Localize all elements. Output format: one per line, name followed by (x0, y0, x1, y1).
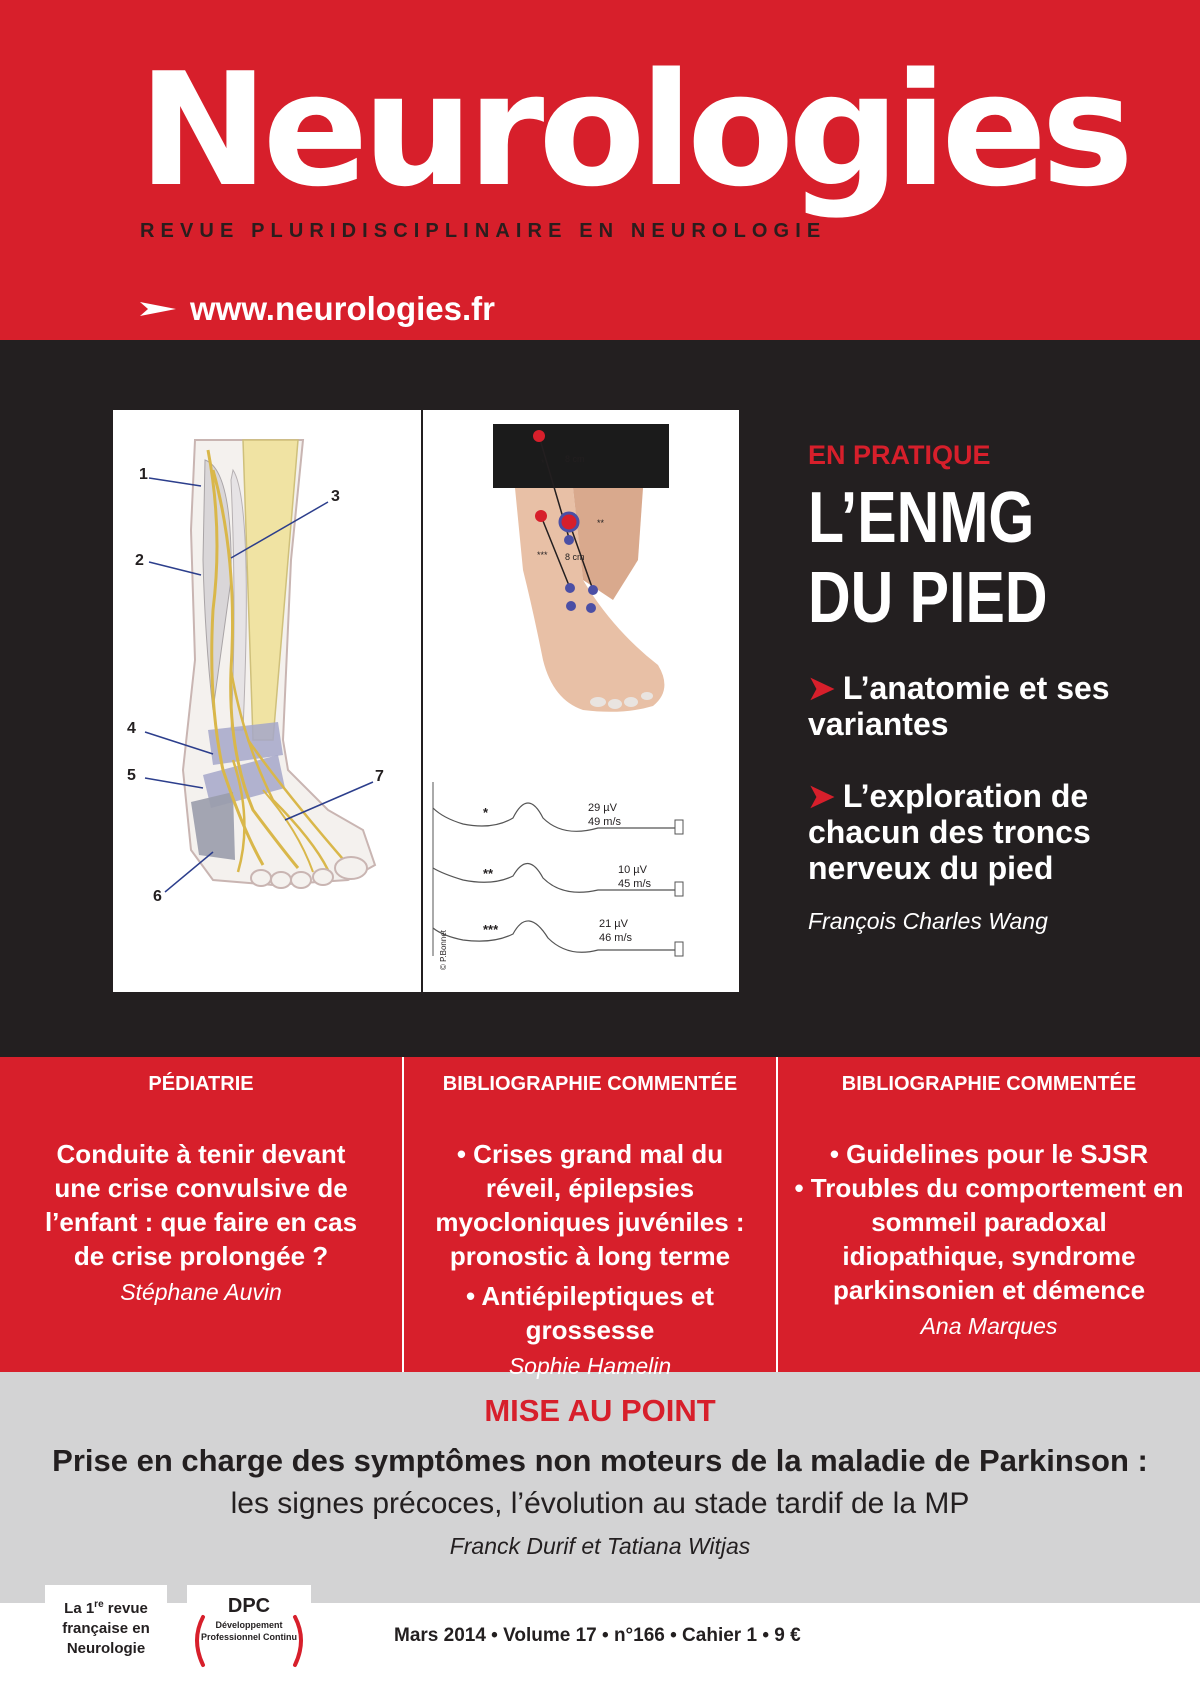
feature-kicker: EN PRATIQUE (808, 440, 991, 470)
bullet-arrow-icon: ➤ (808, 670, 835, 706)
logo-title: Neurologies (138, 39, 1128, 221)
feature-bullet-2 (808, 778, 1200, 886)
anatomy-label-4: 4 (127, 720, 136, 737)
figure-credit: © P.Bonnet (439, 930, 448, 970)
column-text: • Antiépileptiques et grossesse (466, 1281, 714, 1345)
issue-info: Mars 2014 • Volume 17 • n°166 • Cahier 1 • 9 € (394, 1625, 801, 1646)
trace-2-amplitude: 10 µV (618, 864, 647, 876)
column-bibliographie-1 (404, 1057, 776, 1379)
badge-text: La 1 (64, 1600, 95, 1617)
badge-line-1 (64, 1600, 148, 1617)
trace-1-amplitude: 29 µV (588, 802, 617, 814)
cover-figure (113, 410, 739, 992)
anatomy-label-2: 2 (135, 552, 144, 569)
trace-3-amplitude: 21 µV (599, 918, 628, 930)
feature-bullet-2-text: L’exploration de chacun des troncs nerveux du pied (808, 778, 1091, 886)
bullet-arrow-icon: ➤ (808, 778, 835, 814)
anatomy-label-5: 5 (127, 767, 136, 784)
mise-au-point-author: Franck Durif et Tatiana Witjas (449, 1533, 751, 1559)
column-section: BIBLIOGRAPHIE COMMENTÉE (442, 1073, 738, 1095)
anatomy-label-1: 1 (139, 466, 148, 483)
badge-text: revue (103, 1600, 148, 1617)
badge-line-2: française en (62, 1620, 150, 1637)
column-text: • Crises grand mal du réveil, épilepsies myocloniques juvéniles : pronostic à long terme (435, 1139, 745, 1271)
anatomy-label-6: 6 (153, 888, 162, 905)
mise-au-point-title: Prise en charge des symptômes non moteurs de la maladie de Parkinson : (52, 1443, 1148, 1478)
trace-3-velocity: 46 m/s (599, 932, 633, 944)
column-text: Conduite à tenir devant une crise convulsive de l’enfant : que faire en cas de crise prolongée ? (44, 1139, 358, 1271)
column-bibliographie-2 (778, 1057, 1200, 1372)
trace-2-velocity: 45 m/s (618, 878, 652, 890)
footer-strip (0, 1603, 1200, 1697)
trace-2-mark: ** (483, 866, 494, 881)
trace-1-mark: * (483, 805, 489, 820)
badge-line-3: Neurologie (66, 1640, 146, 1657)
emg-traces (423, 778, 739, 988)
tagline: REVUE PLURIDISCIPLINAIRE EN NEUROLOGIE (140, 220, 827, 242)
dpc-badge (187, 1585, 311, 1683)
website-link[interactable] (140, 290, 495, 328)
feature-bullet-1 (808, 670, 1200, 742)
dpc-label: DPC (227, 1595, 271, 1617)
column-pediatrie (0, 1057, 402, 1372)
photo-label-star3: *** (537, 550, 548, 560)
photo-distance-2: 8 cm (565, 552, 585, 562)
mise-au-point-subtitle: les signes précoces, l’évolution au stade tardif de la MP (230, 1487, 970, 1520)
anatomy-label-3: 3 (331, 488, 340, 505)
feature-headline: L’ENMG DU PIED (808, 478, 1048, 638)
articles-columns (0, 1057, 1200, 1379)
dpc-subtitle: Développement Professionnel Continu (201, 1620, 298, 1642)
column-section: PÉDIATRIE (148, 1073, 254, 1095)
arrow-right-icon (140, 300, 176, 318)
first-review-badge (45, 1585, 167, 1683)
column-author: Stéphane Auvin (120, 1279, 282, 1305)
anatomy-label-7: 7 (375, 768, 384, 785)
column-text: • Troubles du comportement en sommeil paradoxal idiopathique, syndrome parkinsonien et démence (794, 1173, 1184, 1305)
mise-au-point-kicker: MISE AU POINT (484, 1393, 716, 1428)
column-author: Sophie Hamelin (508, 1353, 672, 1379)
photo-label-star2: ** (597, 518, 605, 528)
feature-bullet-1-text: L’anatomie et ses variantes (808, 670, 1110, 742)
trace-1-velocity: 49 m/s (588, 816, 622, 828)
photo-label-star1: * (541, 458, 545, 468)
feature-author: François Charles Wang (808, 908, 1048, 934)
column-author: Ana Marques (920, 1313, 1058, 1339)
badge-superscript: re (94, 1599, 104, 1610)
column-text: • Guidelines pour le SJSR (829, 1139, 1149, 1169)
website-url[interactable]: www.neurologies.fr (190, 290, 495, 327)
column-section: BIBLIOGRAPHIE COMMENTÉE (841, 1073, 1137, 1095)
trace-3-mark: *** (483, 922, 499, 937)
photo-distance-1: 8 cm (565, 454, 585, 464)
